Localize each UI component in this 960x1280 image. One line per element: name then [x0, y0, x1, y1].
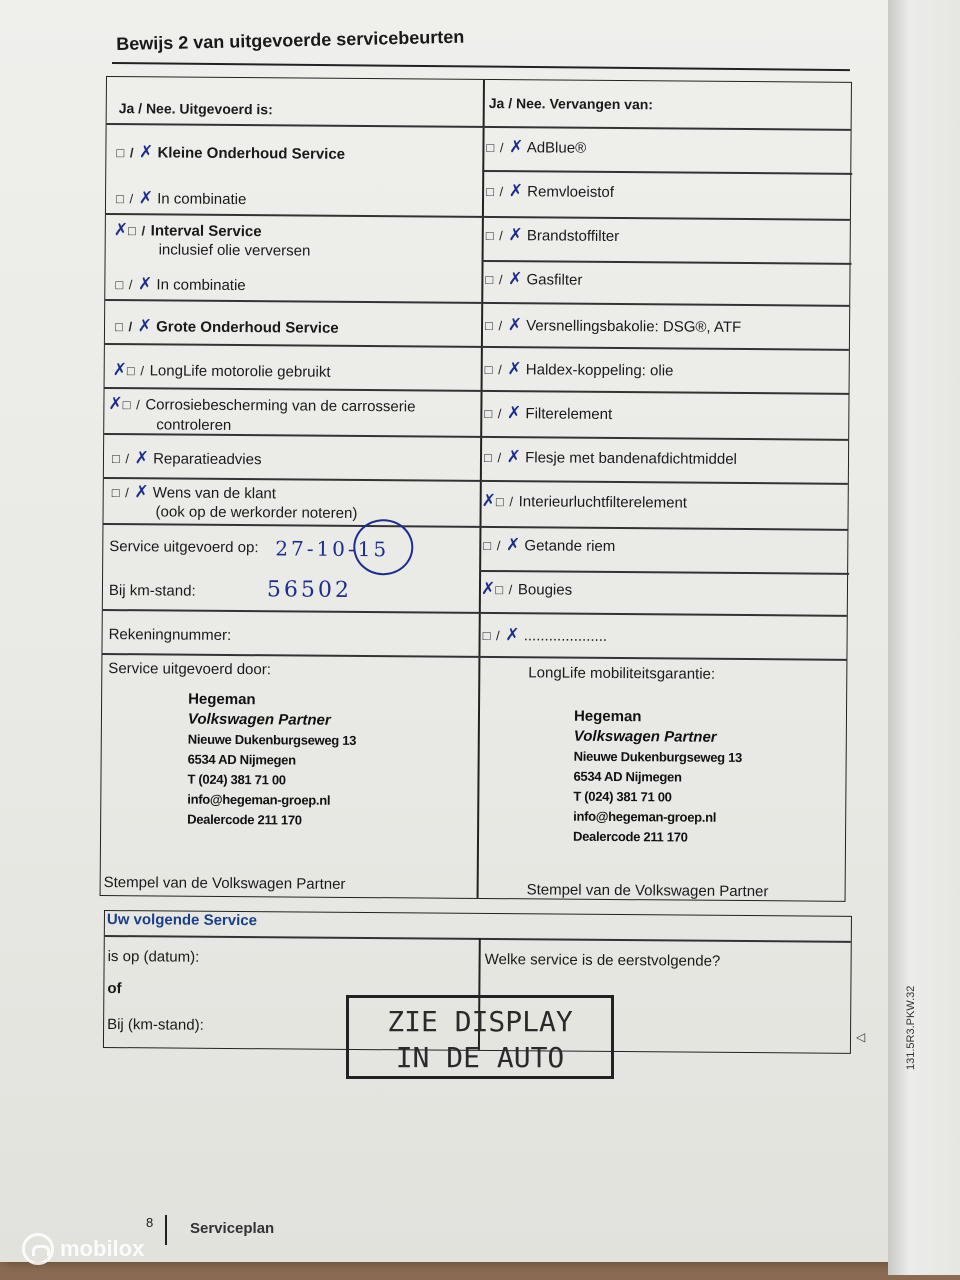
left-item [116, 189, 246, 209]
right-item-label: Haldex-koppeling: olie [525, 361, 674, 380]
right-item-label: Getande riem [524, 537, 616, 556]
left-column-header: Ja / Nee. Uitgevoerd is: [118, 100, 273, 118]
check-mark-icon: ✗ [134, 448, 150, 469]
right-item [483, 626, 608, 646]
right-item-label: Remvloeistof [527, 183, 614, 201]
check-mark-icon: ✗ [505, 535, 521, 556]
checkbox-icon: □ / [111, 485, 135, 501]
row-line [106, 213, 850, 220]
check-mark-icon: ✗ [112, 360, 128, 381]
left-item [115, 317, 339, 338]
checkbox-icon: □ / [126, 363, 150, 379]
mobilox-logo-icon [22, 1233, 54, 1265]
page-number: 8 [146, 1215, 154, 1230]
right-item [486, 138, 586, 158]
dealer-stamp-left [187, 690, 356, 831]
side-code: 131.5R3.PKW.32 [905, 985, 917, 1070]
check-mark-icon: ✗ [508, 225, 523, 246]
dealer-phone: T (024) 381 71 00 [187, 771, 286, 788]
dealer-city: 6534 AD Nijmegen [573, 768, 682, 785]
left-item-label: Interval Service [150, 222, 262, 241]
check-mark-icon: ✗ [508, 269, 523, 290]
handwritten-circle [353, 519, 413, 575]
rubber-stamp-line2: IN DE AUTO [395, 1041, 565, 1074]
dealer-phone: T (024) 381 71 00 [573, 788, 672, 805]
checkbox-icon: □ / [484, 405, 508, 422]
left-item [115, 275, 245, 295]
check-mark-icon: ✗ [138, 188, 154, 209]
right-item-label: Flesje met bandenafdichtmiddel [525, 449, 737, 468]
heading-rule [112, 62, 850, 71]
footer-divider [165, 1215, 167, 1245]
dealer-email: info@hegeman-groep.nl [187, 791, 331, 808]
right-column-header: Ja / Nee. Vervangen van: [488, 95, 654, 113]
checkbox-icon: □ / [115, 191, 139, 207]
right-item [481, 580, 572, 600]
left-item-label: Corrosiebescherming van de carrosserie [145, 396, 416, 416]
dealer-code: Dealercode 211 170 [187, 811, 302, 828]
dealer-stamp-right [573, 707, 742, 848]
checkbox-icon: □ / [114, 319, 138, 335]
performed-by-label: Service uitgevoerd door: [108, 660, 272, 679]
right-item-label: AdBlue® [526, 139, 587, 157]
check-mark-icon: ✗ [508, 181, 524, 202]
column-divider [477, 80, 485, 898]
dealer-street: Nieuwe Dukenburgseweg 13 [573, 748, 743, 766]
dealer-type: Volkswagen Partner [187, 710, 331, 729]
right-item-label: Versnellingsbakolie: DSG®, ATF [526, 317, 742, 336]
service-date-label: Service uitgevoerd op: [109, 538, 259, 557]
check-mark-icon: ✗ [481, 490, 497, 512]
right-item-label: Gasfilter [526, 271, 583, 289]
dealer-email: info@hegeman-groep.nl [573, 808, 717, 825]
check-mark-icon: ✗ [139, 142, 154, 163]
checkbox-icon: □ / [127, 223, 151, 239]
right-item-label: Bougies [517, 581, 573, 599]
checkbox-icon: □ / [484, 361, 508, 378]
right-item [486, 182, 614, 202]
right-item [486, 226, 620, 246]
left-item-label: In combinatie [157, 190, 247, 209]
km-label: Bij km-stand: [108, 582, 196, 600]
check-mark-icon: ✗ [507, 359, 522, 380]
checkbox-icon: □ / [115, 277, 139, 293]
checkbox-icon: □ / [486, 183, 509, 200]
left-item-label: Kleine Onderhoud Service [157, 144, 346, 163]
left-item-label: Wens van de klant [152, 484, 277, 503]
left-item [113, 361, 331, 382]
right-item [484, 448, 737, 469]
row-line [105, 343, 849, 350]
km-handwritten: 56502 [266, 577, 353, 603]
next-page-edge [888, 0, 960, 1275]
checkbox-icon: □ / [484, 317, 508, 334]
left-item-sublabel: inclusief olie verversen [158, 241, 311, 260]
next-date-label: is op (datum): [107, 948, 200, 966]
watermark-text: mobilox [60, 1236, 145, 1261]
check-mark-icon: ✗ [507, 315, 523, 336]
invoice-label: Rekeningnummer: [108, 626, 232, 645]
left-item [112, 449, 262, 469]
triangle-arrow-icon: ◁ [856, 1030, 866, 1044]
dealer-type: Volkswagen Partner [573, 727, 717, 746]
service-table [100, 76, 852, 902]
dealer-city: 6534 AD Nijmegen [187, 751, 296, 768]
rubber-stamp [346, 995, 614, 1079]
check-mark-icon: ✗ [137, 274, 153, 295]
check-mark-icon: ✗ [506, 403, 522, 424]
left-item [112, 483, 276, 503]
left-item [116, 143, 345, 164]
checkbox-icon: □ / [486, 139, 510, 156]
left-item-sublabel: controleren [156, 416, 232, 434]
left-item [114, 221, 262, 241]
left-item-label: Grote Onderhoud Service [156, 318, 339, 337]
right-item-label: Brandstoffilter [526, 227, 620, 246]
check-mark-icon: ✗ [509, 137, 524, 158]
dealer-name: Hegeman [573, 707, 642, 726]
checkbox-icon: □ / [111, 451, 135, 467]
stamp-caption-right: Stempel van de Volkswagen Partner [526, 881, 769, 901]
checkbox-icon: □ / [122, 397, 146, 413]
left-item-label: In combinatie [156, 276, 246, 295]
right-item [485, 270, 582, 290]
next-service-question: Welke service is de eerstvolgende? [484, 950, 721, 970]
left-item-sublabel: (ook op de werkorder noteren) [155, 503, 358, 522]
left-item-label: Reparatieadvies [153, 450, 262, 469]
next-or-label: of [107, 980, 122, 998]
row-line [107, 123, 851, 130]
dealer-name: Hegeman [188, 690, 256, 709]
watermark [22, 1233, 144, 1265]
next-km-label: Bij (km-stand): [107, 1016, 204, 1034]
check-mark-icon: ✗ [108, 394, 123, 415]
guarantee-label: LongLife mobiliteitsgarantie: [528, 664, 716, 683]
left-item [108, 395, 415, 416]
checkbox-icon: □ / [485, 271, 509, 288]
check-mark-icon: ✗ [506, 447, 522, 468]
row-line [103, 609, 847, 616]
checkbox-icon: □ / [495, 494, 519, 510]
right-item [483, 536, 615, 556]
checkbox-icon: □ / [483, 449, 507, 466]
stamp-caption-left: Stempel van de Volkswagen Partner [103, 874, 346, 893]
right-item [482, 492, 688, 513]
right-item-label: Interieurluchtfilterelement [518, 493, 688, 512]
footer-section: Serviceplan [190, 1220, 275, 1237]
right-item-label: Filterelement [525, 405, 613, 423]
checkbox-icon: □ / [482, 627, 506, 644]
page-heading: Bewijs 2 van uitgevoerde servicebeurten [116, 26, 465, 54]
check-mark-icon: ✗ [480, 578, 496, 600]
row-line [103, 523, 847, 530]
left-item-label: LongLife motorolie gebruikt [149, 362, 331, 381]
check-mark-icon: ✗ [505, 625, 520, 646]
checkbox-icon: □ / [483, 537, 507, 554]
dealer-code: Dealercode 211 170 [572, 828, 688, 845]
checkbox-icon: □ / [495, 582, 518, 598]
row-line [105, 299, 849, 306]
row-line [482, 260, 852, 264]
row-line [105, 387, 849, 394]
checkbox-icon: □ / [485, 227, 509, 244]
service-date-handwritten: 27-10-15 [275, 536, 390, 562]
dealer-street: Nieuwe Dukenburgseweg 13 [187, 731, 357, 748]
row-line [482, 170, 852, 174]
check-mark-icon: ✗ [113, 220, 129, 241]
right-item [485, 316, 741, 337]
check-mark-icon: ✗ [137, 316, 153, 337]
right-item [484, 404, 612, 424]
check-mark-icon: ✗ [134, 482, 149, 503]
rubber-stamp-line1: ZIE DISPLAY [387, 1005, 573, 1038]
next-service-title: Uw volgende Service [106, 911, 258, 930]
row-line [479, 570, 849, 574]
right-item-label: .................... [523, 627, 608, 645]
checkbox-icon: □ / [116, 145, 140, 161]
right-item [485, 360, 674, 380]
